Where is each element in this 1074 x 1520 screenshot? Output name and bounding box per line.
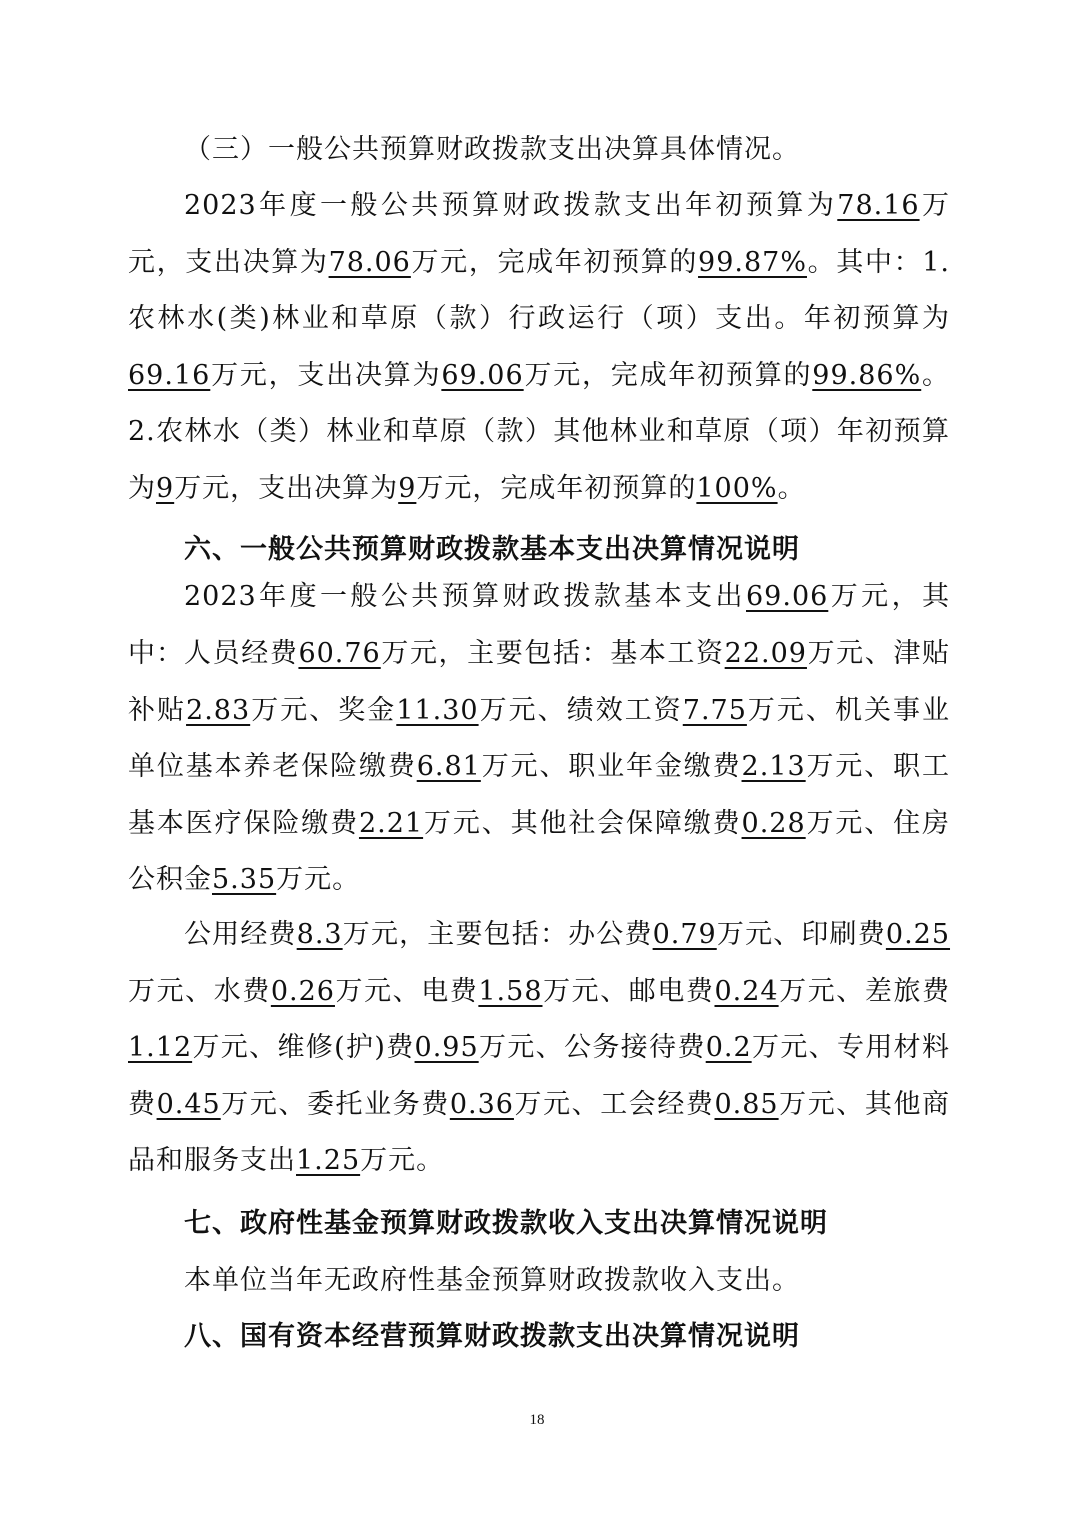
text: 2023年度一般公共预算财政拨款基本支出 bbox=[184, 581, 746, 612]
value-item2-expenditure: 9 bbox=[398, 472, 417, 504]
text: 万元、专用材料费 bbox=[128, 1032, 951, 1120]
text: 万元、其他社会保障缴费 bbox=[423, 807, 742, 839]
text: 万元、工会经费 bbox=[513, 1088, 715, 1120]
text: 万元、职业年金缴费 bbox=[480, 751, 742, 782]
text: 2023年度一般公共预算财政拨款支出年初预算为 bbox=[184, 190, 838, 221]
text: 。其中：1.农林水(类)林业和草原（款）行政运行（项）支出。年初预算为 bbox=[128, 246, 951, 334]
text: 万元、委托业务费 bbox=[220, 1088, 450, 1120]
text: 万元，支出决算为 bbox=[210, 359, 442, 391]
text: 万元、奖金 bbox=[250, 694, 397, 726]
text: 万元，其中： bbox=[128, 581, 951, 669]
paragraph-personnel-costs bbox=[128, 626, 950, 909]
text: 公用经费 bbox=[184, 919, 297, 950]
text: 万元、差旅费 bbox=[778, 975, 951, 1007]
value: 7.75 bbox=[682, 694, 747, 726]
value: 0.24 bbox=[714, 975, 779, 1007]
paragraph-budget-summary bbox=[128, 178, 950, 517]
value: 0.85 bbox=[714, 1088, 779, 1120]
text: 万元。 bbox=[360, 1145, 445, 1176]
value: 22.09 bbox=[724, 638, 807, 669]
value-annual-budget: 78.16 bbox=[837, 190, 920, 221]
text: 万元、邮电费 bbox=[542, 975, 715, 1007]
text: 万元、电费 bbox=[334, 975, 479, 1007]
text: 万元、职工基本医疗保险缴费 bbox=[128, 751, 951, 839]
text: 万元、绩效工资 bbox=[478, 694, 683, 726]
value: 0.45 bbox=[156, 1088, 221, 1120]
value: 1.12 bbox=[128, 1032, 193, 1063]
value: 0.79 bbox=[652, 919, 717, 950]
value: 2.13 bbox=[741, 751, 806, 782]
text: 万元、维修(护)费 bbox=[192, 1032, 415, 1063]
text: 万元，主要包括：办公费 bbox=[342, 919, 653, 950]
text: 。 bbox=[777, 472, 806, 504]
text: 万元。 bbox=[276, 864, 361, 895]
value: 0.26 bbox=[270, 975, 335, 1007]
text: 万元、津贴补贴 bbox=[128, 638, 950, 726]
text: 万元，完成年初预算的 bbox=[416, 472, 697, 504]
paragraph-gov-fund: 本单位当年无政府性基金预算财政拨款收入支出。 bbox=[184, 1265, 800, 1296]
value: 60.76 bbox=[298, 638, 381, 669]
value: 0.28 bbox=[741, 807, 806, 839]
text: 万元，主要包括：基本工资 bbox=[380, 638, 725, 669]
text: 万元、公务接待费 bbox=[478, 1032, 706, 1063]
text: 人员经费 bbox=[184, 638, 299, 669]
value: 1.58 bbox=[478, 975, 543, 1007]
value-final-expenditure: 78.06 bbox=[328, 246, 411, 278]
text: 万元，完成年初预算的 bbox=[410, 246, 699, 278]
paragraph-public-costs bbox=[128, 907, 950, 1190]
value: 2.21 bbox=[358, 807, 424, 839]
text: 万元、住房公积金 bbox=[128, 807, 951, 895]
section-8-heading: 八、国有资本经营预算财政拨款支出决算情况说明 bbox=[184, 1321, 800, 1352]
value-item2-rate: 100% bbox=[696, 472, 778, 504]
text: 万元、水费 bbox=[128, 975, 271, 1007]
value: 2.83 bbox=[186, 694, 251, 726]
text: 万元、印刷费 bbox=[716, 919, 886, 950]
text: 万元，完成年初预算的 bbox=[523, 359, 813, 391]
text: 万元，支出决算为 bbox=[174, 472, 399, 504]
value: 5.35 bbox=[212, 864, 277, 895]
value-basic-expenditure: 69.06 bbox=[746, 581, 829, 612]
value: 6.81 bbox=[416, 751, 481, 782]
text: 。2.农林水（类）林业和草原（款）其他林业和草原（项）年初预算为 bbox=[128, 359, 951, 504]
value: 0.95 bbox=[414, 1032, 479, 1063]
value: 0.25 bbox=[885, 919, 951, 950]
value: 0.2 bbox=[705, 1032, 752, 1063]
value-item1-budget: 69.16 bbox=[128, 359, 211, 391]
section-3-title: （三）一般公共预算财政拨款支出决算具体情况。 bbox=[184, 134, 800, 165]
value-item1-expenditure: 69.06 bbox=[441, 359, 524, 391]
value: 8.3 bbox=[296, 919, 343, 950]
text: 万元、机关事业单位基本养老保险缴费 bbox=[128, 694, 951, 782]
page-number: 18 bbox=[529, 1412, 545, 1428]
text: 万元，支出决算为 bbox=[128, 190, 951, 278]
value-completion-rate: 99.87% bbox=[698, 246, 807, 278]
value: 0.36 bbox=[449, 1088, 514, 1120]
value-item1-rate: 99.86% bbox=[812, 359, 922, 391]
value-item2-budget: 9 bbox=[156, 472, 175, 504]
text: 万元、其他商品和服务支出 bbox=[128, 1088, 951, 1176]
section-6-heading: 六、一般公共预算财政拨款基本支出决算情况说明 bbox=[184, 534, 800, 565]
value: 1.25 bbox=[296, 1145, 361, 1176]
value: 11.30 bbox=[396, 694, 479, 726]
section-7-heading: 七、政府性基金预算财政拨款收入支出决算情况说明 bbox=[184, 1208, 828, 1239]
